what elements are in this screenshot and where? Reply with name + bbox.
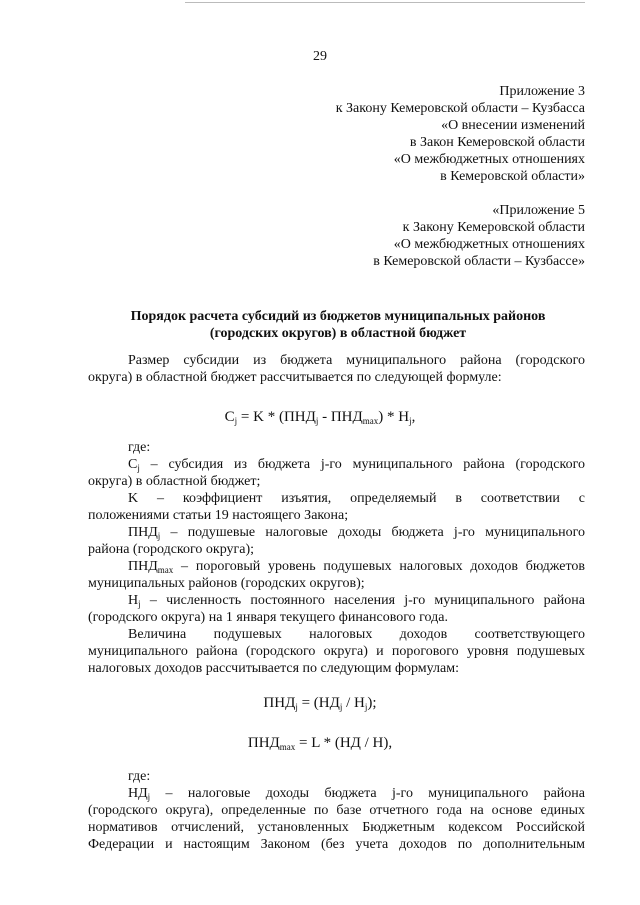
formula-subscript: max <box>279 742 296 752</box>
text-line: округа) в областной бюджет рассчитывается по следующей формуле: <box>88 370 502 385</box>
where-label: где: <box>128 769 151 784</box>
page-number: 29 <box>313 49 327 64</box>
formula-part: ПНД <box>263 695 296 711</box>
formula-part: ); <box>367 695 377 711</box>
where-label: где: <box>128 440 151 455</box>
text-line: Федерации и настоящим Законом (без учета доходов по дополнительным <box>88 837 585 852</box>
appendix-header-line: «О межбюджетных отношениях <box>393 152 585 167</box>
definition-text: – подушевые налоговые доходы бюджета j-го муниципального <box>160 525 585 540</box>
symbol-subscript: j <box>137 463 140 473</box>
definition-pndmax-line <box>88 558 585 575</box>
symbol: ПНД <box>128 559 158 574</box>
formula-pndmax <box>0 735 640 752</box>
definition-text: – субсидия из бюджета j-го муниципального района (городского <box>139 457 585 472</box>
definition-text: – численность постоянного населения j-го муниципального района <box>140 593 585 608</box>
scan-top-edge-line <box>185 2 585 3</box>
formula-subscript: max <box>362 416 379 426</box>
symbol: C <box>128 457 138 472</box>
formula-subscript: j <box>339 702 343 712</box>
text-line: района (городского округа); <box>88 542 255 557</box>
appendix-quote <box>373 202 585 270</box>
text-line: Размер субсидии из бюджета муниципального района (городского <box>128 353 585 368</box>
appendix-quote-line: к Закону Кемеровской области <box>402 220 585 235</box>
section-title-line: (городских округов) в областной бюджет <box>209 326 467 341</box>
formula-subscript: j <box>234 416 238 426</box>
text-line: (городского округа) на 1 января текущего финансового года. <box>88 610 448 625</box>
text-line: муниципального района (городского округа) и порогового уровня подушевых <box>88 644 585 659</box>
text-line: нормативов отчислений, установленных Бюджетным кодексом Российской <box>88 820 585 835</box>
formula-subscript: j <box>364 702 368 712</box>
appendix-header <box>336 83 585 185</box>
formula-part: - ПНД <box>318 409 363 425</box>
definition-ndj <box>88 768 585 853</box>
text-line: налоговых доходов рассчитывается по следующим формулам: <box>88 661 459 676</box>
text-line: (городского округа), определенные по базе отчетного года на основе единых <box>88 803 585 818</box>
formula-pndj <box>0 695 640 712</box>
symbol: ПНД <box>128 525 158 540</box>
text-line: округа) в областной бюджет; <box>88 474 261 489</box>
definition-cj-line <box>88 456 585 473</box>
appendix-header-line: «О внесении изменений <box>441 118 585 133</box>
formula-part: / H <box>342 695 365 711</box>
definition-text: – налоговые доходы бюджета j-го муниципального района <box>150 786 585 801</box>
formula-subsidy <box>0 409 640 426</box>
definition-hj-line <box>88 592 585 609</box>
formula-subscript: j <box>315 416 319 426</box>
formula-part: = L * (НД / H), <box>295 735 393 751</box>
symbol-subscript: j <box>157 531 161 541</box>
appendix-quote-line: «О межбюджетных отношениях <box>393 237 585 252</box>
text-line: Величина подушевых налоговых доходов соответствующего <box>128 627 585 642</box>
definition-pndj-line <box>88 524 585 541</box>
appendix-header-line: Приложение 3 <box>499 84 585 99</box>
symbol-subscript: j <box>138 599 141 609</box>
symbol-subscript: j <box>147 792 151 802</box>
appendix-header-line: к Закону Кемеровской области – Кузбасса <box>335 101 585 116</box>
appendix-header-line: в Закон Кемеровской области <box>409 135 585 150</box>
text-line: положениями статьи 19 настоящего Закона; <box>88 508 349 523</box>
formula-part: , <box>411 409 416 425</box>
section-title <box>88 308 588 342</box>
formula-part: = (НД <box>297 695 340 711</box>
symbol: H <box>128 593 139 608</box>
formula-subscript: j <box>295 702 298 712</box>
intro-paragraph <box>88 352 585 386</box>
formula-part: ПНД <box>247 735 280 751</box>
text-line: муниципальных районов (городских округов); <box>88 576 365 591</box>
formula-subscript: j <box>409 416 412 426</box>
appendix-quote-line: «Приложение 5 <box>492 203 585 218</box>
section-title-line: Порядок расчета субсидий из бюджетов муниципальных районов <box>130 309 546 324</box>
symbol: НД <box>128 786 148 801</box>
appendix-quote-line: в Кемеровской области – Кузбассе» <box>373 254 585 269</box>
definition-text: – пороговый уровень подушевых налоговых доходов бюджетов <box>173 559 585 574</box>
appendix-header-line: в Кемеровской области» <box>440 169 585 184</box>
formula-part: C <box>224 409 235 425</box>
definition-ndj-line <box>88 785 585 802</box>
formula-part: ) * H <box>378 409 410 425</box>
symbol-subscript: max <box>157 565 174 575</box>
definition-k-line: K – коэффициент изъятия, определяемый в соответствии с <box>128 491 585 506</box>
formula-part: = K * (ПНД <box>237 409 316 425</box>
definitions <box>88 439 585 677</box>
